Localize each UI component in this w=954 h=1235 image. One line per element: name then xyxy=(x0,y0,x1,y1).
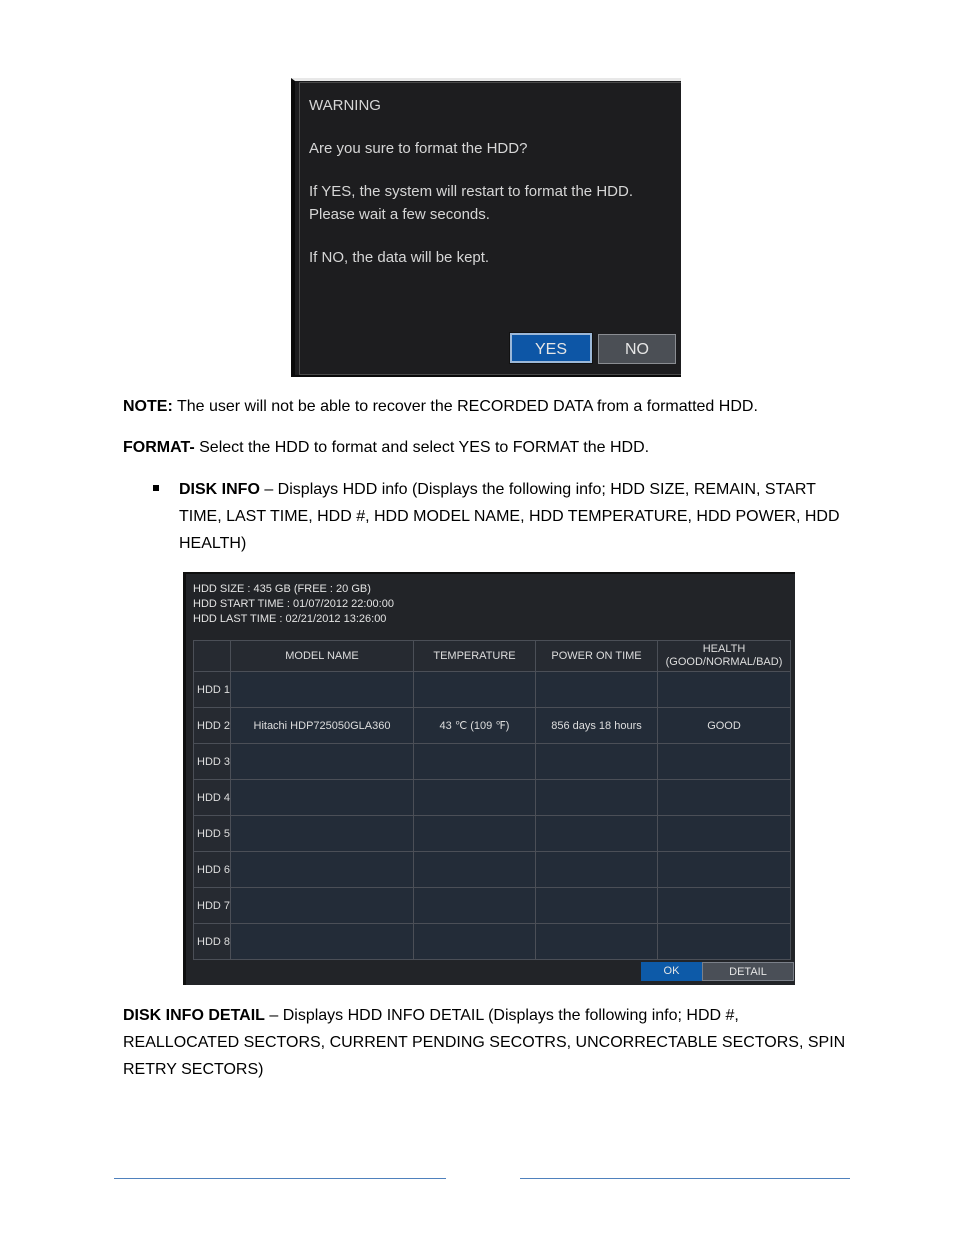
dialog-no-line: If NO, the data will be kept. xyxy=(309,249,490,266)
yes-button[interactable]: YES xyxy=(510,333,592,363)
note-paragraph xyxy=(123,393,758,420)
temperature-cell: 43 ℃ (109 ℉) xyxy=(414,708,536,744)
hdd-row[interactable] xyxy=(194,888,791,924)
disk-info-detail-paragraph xyxy=(123,1002,845,1083)
format-warning-dialog xyxy=(291,78,681,377)
format-text: Select the HDD to format and select YES to FORMAT the HDD. xyxy=(194,439,650,456)
no-button[interactable]: NO xyxy=(598,334,676,364)
disk-info-label: DISK INFO xyxy=(179,481,260,498)
temperature-cell xyxy=(414,852,536,888)
dialog-yes-line1: If YES, the system will restart to format the HDD. xyxy=(309,183,633,200)
health-cell xyxy=(658,888,791,924)
health-cell xyxy=(658,780,791,816)
hdd-row[interactable] xyxy=(194,672,791,708)
model-name-cell: Hitachi HDP725050GLA360 xyxy=(231,708,414,744)
disk-info-detail-line3: RETRY SECTORS) xyxy=(123,1061,264,1078)
disk-info-line1: – Displays HDD info (Displays the following info; HDD SIZE, REMAIN, START xyxy=(259,481,816,498)
note-label: NOTE: xyxy=(123,398,173,415)
dialog-yes-line2: Please wait a few seconds. xyxy=(309,206,490,223)
temperature-cell xyxy=(414,888,536,924)
health-cell: GOOD xyxy=(658,708,791,744)
hdd-number-cell: HDD 1 xyxy=(194,672,231,708)
hdd-number-cell: HDD 6 xyxy=(194,852,231,888)
disk-info-line2: TIME, LAST TIME, HDD #, HDD MODEL NAME, HDD TEMPERATURE, HDD POWER, HDD xyxy=(179,508,840,525)
health-cell xyxy=(658,744,791,780)
hdd-size: HDD SIZE : 435 GB (FREE : 20 GB) xyxy=(193,583,371,595)
disk-info-line3: HEALTH) xyxy=(179,535,247,552)
health-cell xyxy=(658,852,791,888)
hdd-number-cell: HDD 7 xyxy=(194,888,231,924)
dialog-body xyxy=(299,82,681,375)
hdd-row[interactable] xyxy=(194,924,791,960)
temperature-cell xyxy=(414,816,536,852)
disk-info-detail-line1: – Displays HDD INFO DETAIL (Displays the following info; HDD #, xyxy=(264,1007,739,1024)
detail-button[interactable]: DETAIL xyxy=(702,962,794,981)
hdd-number-cell: HDD 8 xyxy=(194,924,231,960)
power-on-time-cell xyxy=(536,780,658,816)
hdd-row[interactable] xyxy=(194,816,791,852)
model-name-cell xyxy=(231,672,414,708)
hdd-row[interactable] xyxy=(194,852,791,888)
hdd-number-cell: HDD 4 xyxy=(194,780,231,816)
model-name-cell xyxy=(231,816,414,852)
hdd-number-cell: HDD 5 xyxy=(194,816,231,852)
power-on-time-cell: 856 days 18 hours xyxy=(536,708,658,744)
power-on-time-cell xyxy=(536,816,658,852)
health-cell xyxy=(658,816,791,852)
dialog-title: WARNING xyxy=(309,97,381,114)
header-health xyxy=(658,641,791,672)
disk-info-detail-label: DISK INFO DETAIL xyxy=(123,1007,265,1024)
format-label: FORMAT- xyxy=(123,439,195,456)
format-paragraph xyxy=(123,434,649,461)
hdd-start-time: HDD START TIME : 01/07/2012 22:00:00 xyxy=(193,598,394,610)
health-cell xyxy=(658,924,791,960)
power-on-time-cell xyxy=(536,888,658,924)
disk-info-detail-line2: REALLOCATED SECTORS, CURRENT PENDING SECOTRS, UNCORRECTABLE SECTORS, SPIN xyxy=(123,1034,846,1051)
health-cell xyxy=(658,672,791,708)
header-temperature: TEMPERATURE xyxy=(414,641,536,672)
footer-rule-left xyxy=(114,1178,446,1179)
hdd-row[interactable] xyxy=(194,780,791,816)
hdd-row[interactable] xyxy=(194,744,791,780)
power-on-time-cell xyxy=(536,924,658,960)
header-health-label: HEALTH xyxy=(702,643,746,655)
power-on-time-cell xyxy=(536,744,658,780)
model-name-cell xyxy=(231,744,414,780)
temperature-cell xyxy=(414,924,536,960)
header-model-name: MODEL NAME xyxy=(231,641,414,672)
model-name-cell xyxy=(231,852,414,888)
header-corner xyxy=(194,641,231,672)
power-on-time-cell xyxy=(536,852,658,888)
model-name-cell xyxy=(231,780,414,816)
hdd-table-header xyxy=(194,641,791,672)
model-name-cell xyxy=(231,924,414,960)
header-power-on-time: POWER ON TIME xyxy=(536,641,658,672)
hdd-last-time: HDD LAST TIME : 02/21/2012 13:26:00 xyxy=(193,613,387,625)
hdd-row[interactable] xyxy=(194,708,791,744)
temperature-cell xyxy=(414,744,536,780)
temperature-cell xyxy=(414,672,536,708)
bullet-square-icon xyxy=(153,485,159,491)
model-name-cell xyxy=(231,888,414,924)
power-on-time-cell xyxy=(536,672,658,708)
dialog-question: Are you sure to format the HDD? xyxy=(309,140,528,157)
hdd-table xyxy=(193,640,791,960)
disk-info-panel xyxy=(183,572,795,985)
hdd-number-cell: HDD 2 xyxy=(194,708,231,744)
footer-rule-right xyxy=(520,1178,850,1179)
note-text: The user will not be able to recover the RECORDED DATA from a formatted HDD. xyxy=(172,398,758,415)
temperature-cell xyxy=(414,780,536,816)
hdd-number-cell: HDD 3 xyxy=(194,744,231,780)
disk-info-paragraph xyxy=(179,476,840,557)
ok-button[interactable]: OK xyxy=(641,962,702,981)
header-health-legend: (GOOD/NORMAL/BAD) xyxy=(665,656,783,668)
